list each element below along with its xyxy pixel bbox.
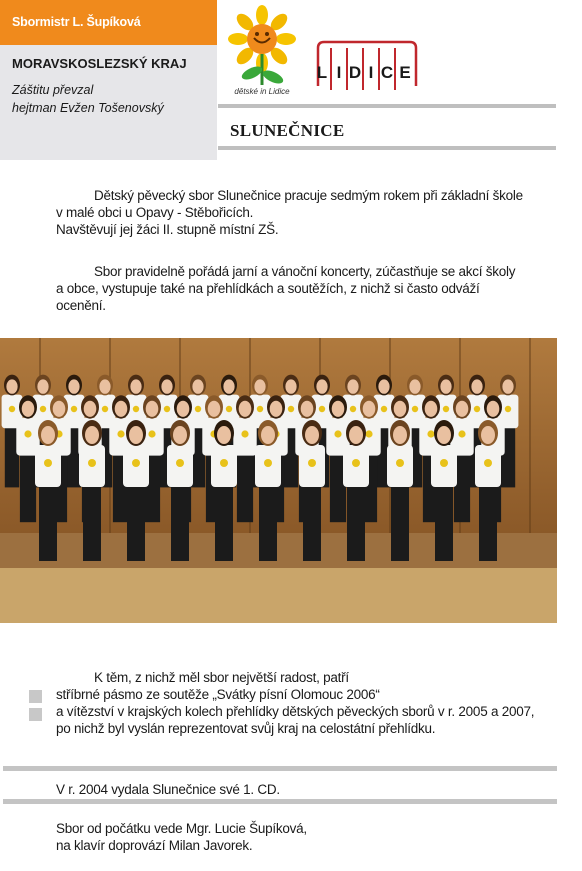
region-name: MORAVSKOSLEZSKÝ KRAJ (12, 56, 187, 71)
cd-text: V r. 2004 vydala Slunečnice své 1. CD. (56, 782, 280, 797)
divider-rule (3, 799, 557, 804)
section-title: SLUNEČNICE (230, 121, 345, 140)
bullet-square (29, 690, 42, 703)
leadership-line: na klavír doprovází Milan Javorek. (56, 838, 253, 853)
lidice-letter: I (368, 63, 374, 82)
achievements-line: po nichž byl vyslán reprezentovat svůj kraj na celostátní přehlídku. (56, 721, 436, 736)
divider-rule (3, 766, 557, 771)
intro-line: Dětský pěvecký sbor Slunečnice pracuje sedmým rokem při základní škole (94, 188, 523, 203)
patron-line-1: Záštitu převzal (12, 83, 94, 97)
achievements-line: stříbrné pásmo ze soutěže „Svátky písní Olomouc 2006“ (56, 687, 380, 702)
achievements-paragraph (56, 669, 534, 737)
achievements-line: K těm, z nichž měl sbor největší radost, patří (94, 670, 349, 685)
title-rule-top (218, 104, 556, 108)
lidice-letter: L (316, 63, 328, 82)
achievements-line: a vítězství v krajských kolech přehlídky dětských pěveckých sborů v r. 2005 a 2007, (56, 704, 535, 719)
lidice-letter: E (399, 63, 411, 82)
leadership-line: Sbor od počátku vede Mgr. Lucie Šupíková, (56, 821, 307, 836)
intro-line: Navštěvují jej žáci II. stupně místní ZŠ. (56, 222, 279, 237)
patron-line-2: hejtman Evžen Tošenovský (12, 101, 164, 115)
conductor-name: Sbormistr L. Šupíková (12, 15, 141, 29)
bullet-square (29, 708, 42, 721)
sunflower-center (247, 24, 277, 54)
lidice-letter: C (380, 63, 394, 82)
concerts-line: a obce, vystupuje také na přehlídkách a soutěžích, z nichž si často odváží (56, 281, 480, 296)
title-rule-bottom (218, 146, 556, 150)
choir-photo (0, 338, 557, 623)
lidice-letter: I (336, 63, 342, 82)
intro-paragraph (56, 187, 523, 238)
lidice-letter: D (348, 63, 362, 82)
stage-floor (0, 568, 557, 623)
concerts-line: ocenění. (56, 298, 106, 313)
concerts-line: Sbor pravidelně pořádá jarní a vánoční koncerty, zúčastňuje se akcí školy (94, 264, 516, 279)
concerts-paragraph (56, 263, 515, 314)
lidice-logo (304, 40, 418, 96)
leadership-paragraph (56, 820, 307, 854)
sunflower-caption: dětské in Lidice (234, 87, 290, 96)
intro-line: v malé obci u Opavy - Stěbořicích. (56, 205, 254, 220)
sunflower-logo (226, 5, 298, 97)
